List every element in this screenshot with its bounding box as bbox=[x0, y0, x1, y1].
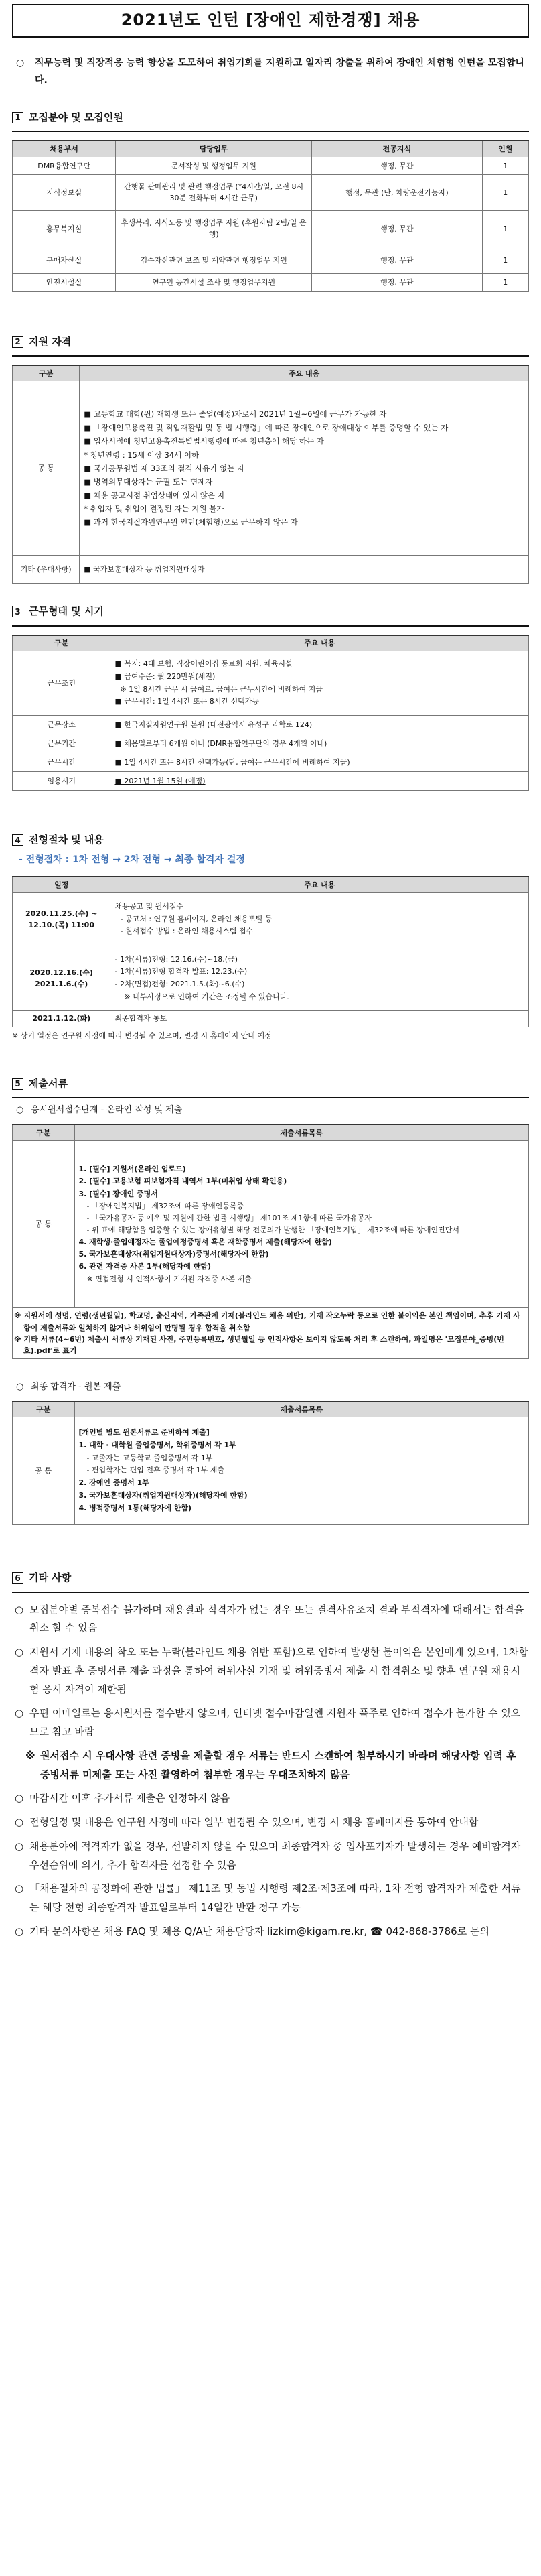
table-row bbox=[13, 273, 529, 291]
section-number: 2 bbox=[12, 336, 23, 348]
table-row bbox=[13, 734, 529, 753]
count-cell: 1 bbox=[482, 273, 528, 291]
column-header: 구분 bbox=[13, 365, 80, 381]
work-label: 근무조건 bbox=[13, 651, 110, 716]
column-header: 담당업무 bbox=[116, 141, 312, 157]
table-row bbox=[13, 381, 529, 556]
etc-text: 마감시간 이후 추가서류 제출은 인정하지 않음 bbox=[29, 1792, 230, 1805]
list-item: 3. 국가보훈대상자(취업지원대상자)(해당자에 한함) bbox=[78, 1490, 248, 1500]
section-number: 5 bbox=[12, 1078, 23, 1090]
duty-cell: 검수자산관련 보조 및 계약관련 행정업무 지원 bbox=[116, 247, 312, 273]
schedule-date: 2021.1.12.(화) bbox=[13, 1011, 110, 1027]
work-cell bbox=[110, 772, 529, 791]
etc-text: 채용분야에 적격자가 없을 경우, 선발하지 않을 수 있으며 최종합격자 중 입사포기자가 발생하는 경우 예비합격자 우선순위에 의거, 추가 합격자를 선정할 수 있음 bbox=[29, 1840, 521, 1871]
column-header: 구분 bbox=[13, 635, 110, 651]
count-cell: 1 bbox=[482, 247, 528, 273]
count-cell: 1 bbox=[482, 174, 528, 210]
etc-text: 우편 이메일로는 응시원서를 접수받지 않으며, 인터넷 접수마감일엔 지원자 폭주로 인하여 접수가 불가할 수 있으므로 참고 바람 bbox=[29, 1707, 521, 1738]
column-header: 구분 bbox=[13, 1401, 75, 1417]
final-submit-table bbox=[12, 1401, 529, 1525]
work-cell: ■ 채용일로부터 6개월 이내 (DMR융합연구단의 경우 4개월 이내) bbox=[110, 734, 529, 753]
table-row bbox=[13, 1417, 529, 1525]
list-item: - 고졸자는 고등학교 졸업증명서 각 1부 bbox=[86, 1453, 213, 1462]
submit-final-subheading bbox=[16, 1380, 529, 1394]
list-item bbox=[12, 1813, 529, 1832]
list-item: - 1차(서류)전형: 12.16.(수)~18.(금) bbox=[114, 954, 238, 964]
list-item bbox=[12, 1704, 529, 1742]
list-item: ※ 면접전형 시 인적사항이 기재된 자격증 사본 제출 bbox=[86, 1274, 252, 1283]
section-title: 근무형태 및 시기 bbox=[29, 605, 104, 618]
section-number: 3 bbox=[12, 606, 23, 617]
major-cell: 행정, 무관 bbox=[312, 210, 482, 247]
table-row bbox=[13, 716, 529, 734]
list-item bbox=[12, 1880, 529, 1917]
column-header: 주요 내용 bbox=[110, 635, 529, 651]
section-number: 4 bbox=[12, 834, 23, 846]
section-divider bbox=[12, 1097, 529, 1098]
final-common-label: 공 통 bbox=[13, 1417, 75, 1525]
list-item: ■ 과거 한국지질자원연구원 인턴(체험형)으로 근무하지 않은 자 bbox=[84, 517, 298, 527]
list-item: * 청년연령 : 15세 이상 34세 이하 bbox=[84, 450, 200, 460]
list-item bbox=[12, 1838, 529, 1875]
list-item: - 2차(면접)전형: 2021.1.5.(화)~6.(수) bbox=[114, 979, 245, 988]
schedule-cell: 최종합격자 통보 bbox=[110, 1011, 529, 1027]
table-row bbox=[13, 210, 529, 247]
etc-text: 전형일정 및 내용은 연구원 사정에 따라 일부 변경될 수 있으며, 변경 시 채용 홈페이지를 통하여 안내함 bbox=[29, 1816, 479, 1829]
work-label: 임용시기 bbox=[13, 772, 110, 791]
work-table bbox=[12, 635, 529, 791]
section-title: 기타 사항 bbox=[29, 1571, 72, 1584]
list-item: ■ 국가공무원법 제 33조의 결격 사유가 없는 자 bbox=[84, 463, 245, 473]
list-item: ※ 내부사정으로 인하여 기간은 조정될 수 있습니다. bbox=[124, 992, 289, 1001]
list-item: ■ 병역의무대상자는 군필 또는 면제자 bbox=[84, 476, 213, 487]
table-header-row bbox=[13, 141, 529, 157]
list-item: ※ 기타 서류(4~6번) 제출시 서류상 기재된 사진, 주민등록번호, 생년월일 등 인적사항은 보이지 않도록 처리 후 스캔하여, 파일명은 '모집분야_증빙(번호).pdf'로 표기 bbox=[14, 1334, 504, 1355]
etc-text: 원서접수 시 우대사항 관련 증빙을 제출할 경우 서류는 반드시 스캔하여 첨부하시기 바라며 해당사항 입력 후 증빙서류 미제출 또는 사진 촬영하여 첨부한 경우는 우대조치하지 않음 bbox=[40, 1749, 516, 1781]
list-item: - 1차(서류)전형 합격자 발표: 12.23.(수) bbox=[114, 967, 248, 976]
etc-text: 모집분야별 중복접수 불가하며 채용결과 적격자가 없는 경우 또는 결격사유조치 결과 부적격자에 대해서는 합격을 취소 할 수 있음 bbox=[29, 1603, 524, 1634]
table-row bbox=[13, 1011, 529, 1027]
circle-bullet-icon: ○ bbox=[16, 1381, 24, 1392]
schedule-date: 2020.12.16.(수) 2021.1.6.(수) bbox=[13, 946, 110, 1011]
column-header: 제출서류목록 bbox=[74, 1401, 528, 1417]
list-item: 3. [필수] 장애인 증명서 bbox=[78, 1189, 158, 1198]
duty-cell: 간행물 판매관리 및 관련 행정업무 (*4시간/일, 오전 8시30분 전화부터 4시간 근무) bbox=[116, 174, 312, 210]
list-item: [개인별 별도 원본서류로 준비하여 제출] bbox=[78, 1428, 210, 1437]
intro-paragraph bbox=[12, 55, 529, 90]
process-note: ※ 상기 일정은 연구원 사정에 따라 변경될 수 있으며, 변경 시 홈페이지 안내 예정 bbox=[12, 1031, 272, 1040]
table-row bbox=[13, 247, 529, 273]
table-row bbox=[13, 174, 529, 210]
submit-online-subheading bbox=[16, 1104, 529, 1117]
table-header-row bbox=[13, 1401, 529, 1417]
list-item: 4. 병적증명서 1통(해당자에 한함) bbox=[78, 1503, 192, 1512]
qualify-common-label: 공 통 bbox=[13, 381, 80, 556]
count-cell: 1 bbox=[482, 210, 528, 247]
etc-text: 「채용절차의 공정화에 관한 법률」 제11조 및 동법 시행령 제2조·제3조에 따라, 1차 전형 합격자가 제출한 서류는 해당 전형 최종합격자 발표일로부터 14일간 반환 청구 가능 bbox=[29, 1882, 521, 1914]
list-item bbox=[12, 1601, 529, 1638]
section-title: 모집분야 및 모집인원 bbox=[29, 111, 123, 123]
etc-text: 지원서 기재 내용의 착오 또는 누락(블라인드 채용 위반 포함)으로 인하여 발생한 불이익은 본인에게 있으며, 1차합격자 발표 후 증빙서류 제출 과정을 통하여 허위사실 기재 및 허위증빙서 제출 시 합격취소 및 향후 연구원 채용시험 응시 자격이 제한됨 bbox=[29, 1646, 528, 1695]
list-item bbox=[12, 1923, 529, 1941]
column-header: 전공지식 bbox=[312, 141, 482, 157]
work-label: 근무장소 bbox=[13, 716, 110, 734]
table-header-row bbox=[13, 365, 529, 381]
duty-cell: 문서작성 및 행정업무 지원 bbox=[116, 157, 312, 174]
list-item: ■ 급여수준: 월 220만원(세전) bbox=[114, 671, 216, 681]
process-table bbox=[12, 876, 529, 1027]
process-flow: - 전형절차 : 1차 전형 → 2차 전형 → 최종 합격자 결정 bbox=[19, 854, 245, 866]
page-title: 2021년도 인턴 [장애인 제한경쟁] 채용 bbox=[12, 4, 529, 38]
major-cell: 행정, 무관 bbox=[312, 247, 482, 273]
column-header: 주요 내용 bbox=[110, 877, 529, 893]
work-cell: ■ 한국지질자원연구원 본원 (대전광역시 유성구 과학로 124) bbox=[110, 716, 529, 734]
list-item: 6. 관련 자격증 사본 1부(해당자에 한함) bbox=[78, 1262, 211, 1271]
column-header: 채용부서 bbox=[13, 141, 116, 157]
major-cell: 행정, 무관 bbox=[312, 273, 482, 291]
schedule-cell bbox=[110, 946, 529, 1011]
schedule-cell bbox=[110, 893, 529, 946]
section-title: 지원 자격 bbox=[29, 335, 72, 348]
table-header-row bbox=[13, 877, 529, 893]
list-item: 2. [필수] 고용보험 피보험자격 내역서 1부(미취업 상태 확인용) bbox=[78, 1177, 287, 1186]
section-recruit-header bbox=[12, 110, 529, 125]
list-item bbox=[12, 1643, 529, 1699]
table-row bbox=[13, 893, 529, 946]
duty-cell: 후생복리, 지식노동 및 행정업무 지원 (후원자팀 2팀/일 운행) bbox=[116, 210, 312, 247]
submit-common-label: 공 통 bbox=[13, 1141, 75, 1308]
circle-bullet-icon: ○ bbox=[15, 1840, 24, 1852]
etc-text: 기타 문의사항은 채용 FAQ 및 채용 Q/A난 채용담당자 lizkim@kigam.re.kr, ☎ 042-868-3786로 문의 bbox=[29, 1925, 489, 1937]
table-header-row bbox=[13, 635, 529, 651]
list-item: - 「장애인복지법」 제32조에 따른 장애인등록증 bbox=[86, 1201, 244, 1210]
column-header: 주요 내용 bbox=[80, 365, 529, 381]
section-number: 6 bbox=[12, 1572, 23, 1584]
dept-cell: 홍무복지실 bbox=[13, 210, 116, 247]
column-header: 구분 bbox=[13, 1124, 75, 1141]
list-item: ■ 채용 공고시점 취업상태에 있지 않은 자 bbox=[84, 490, 225, 500]
dept-cell: 구매자산실 bbox=[13, 247, 116, 273]
circle-bullet-icon: ○ bbox=[15, 1707, 24, 1720]
table-row bbox=[13, 157, 529, 174]
circle-bullet-icon: ○ bbox=[15, 1603, 24, 1616]
list-item: ※ 지원서에 성명, 연령(생년월일), 학교명, 출신지역, 가족관계 기재(블라인드 채용 위반), 기재 작오누락 등으로 인한 불이익은 본인 책임이며, 추후 기재 사항이 제출서류와 일치하지 않거나 허위임이 판명될 경우 합격을 취소함 bbox=[14, 1311, 520, 1332]
dept-cell: 지식정보실 bbox=[13, 174, 116, 210]
list-item: ■ 「장애인고용촉진 및 직업재활법 및 동 법 시행령」에 따른 장애인으로 장애대상 여부를 증명할 수 있는 자 bbox=[84, 423, 449, 433]
qualify-table bbox=[12, 365, 529, 584]
qualify-etc-cell: ■ 국가보훈대상자 등 취업지원대상자 bbox=[80, 556, 529, 584]
reference-mark-icon: ※ bbox=[25, 1749, 35, 1762]
submit-notes-cell bbox=[13, 1308, 529, 1358]
major-cell: 행정, 무관 bbox=[312, 157, 482, 174]
column-header: 인원 bbox=[482, 141, 528, 157]
circle-bullet-icon: ○ bbox=[15, 1882, 24, 1895]
list-item: 4. 재학생·졸업예정자는 졸업예정증명서 혹은 재학증명서 제출(해당자에 한함) bbox=[78, 1238, 332, 1247]
intro-text: 직무능력 및 직장적응 능력 향상을 도모하여 취업기회를 지원하고 일자리 창출을 위하여 장애인 체험형 인턴을 모집합니다. bbox=[35, 58, 524, 86]
recruit-table bbox=[12, 140, 529, 292]
dept-cell: 안전시설실 bbox=[13, 273, 116, 291]
circle-bullet-icon: ○ bbox=[16, 1104, 24, 1115]
circle-bullet-icon: ○ bbox=[15, 1925, 24, 1937]
table-row bbox=[13, 946, 529, 1011]
section-divider bbox=[12, 625, 529, 627]
table-row bbox=[13, 753, 529, 772]
qualify-common-cell bbox=[80, 381, 529, 556]
dept-cell: DMR융합연구단 bbox=[13, 157, 116, 174]
section-title: 전형절차 및 내용 bbox=[29, 834, 104, 846]
section-divider bbox=[12, 1592, 529, 1593]
list-item: - 위 표에 해당함을 입증할 수 있는 장애유형별 해당 전문의가 발행한 「장애인복지법」 제32조에 따른 장애인진단서 bbox=[86, 1225, 459, 1234]
major-cell: 행정, 무관 (단, 차량운전가능자) bbox=[312, 174, 482, 210]
circle-bullet-icon: ○ bbox=[15, 1792, 24, 1805]
duty-cell: 연구원 공간시설 조사 및 행정업무지원 bbox=[116, 273, 312, 291]
list-item: - 원서접수 방법 : 온라인 채용시스템 접수 bbox=[120, 927, 254, 936]
table-row bbox=[13, 1141, 529, 1308]
subheading-text: 응시원서접수단계 - 온라인 작성 및 제출 bbox=[31, 1104, 183, 1115]
list-item: 5. 국가보훈대상자(취업지원대상자)증명서(해당자에 한함) bbox=[78, 1250, 269, 1259]
qualify-etc-label: 기타 (우대사항) bbox=[13, 556, 80, 584]
list-item: ※ 1일 8시간 근무 시 급여로, 급여는 근무시간에 비례하여 지급 bbox=[120, 684, 323, 694]
list-item: ■ 고등학교 대학(원) 재학생 또는 졸업(예정)자로서 2021년 1월~6월에 근무가 가능한 자 bbox=[84, 409, 387, 420]
section-divider bbox=[12, 355, 529, 357]
list-item: 2. 장애인 증명서 1부 bbox=[78, 1478, 149, 1488]
work-cell: ■ 1일 4시간 또는 8시간 선택가능(단, 급여는 근무시간에 비례하여 지급) bbox=[110, 753, 529, 772]
list-item: ■ 근무시간: 1일 4시간 또는 8시간 선택가능 bbox=[114, 697, 259, 706]
section-divider bbox=[12, 131, 529, 132]
list-item bbox=[12, 1789, 529, 1808]
subheading-text: 최종 합격자 - 원본 제출 bbox=[31, 1381, 121, 1392]
list-item: 1. [필수] 지원서(온라인 업로드) bbox=[78, 1165, 186, 1174]
circle-bullet-icon: ○ bbox=[15, 1646, 24, 1659]
count-cell: 1 bbox=[482, 157, 528, 174]
list-item: ■ 입사시점에 청년고용촉진특별법시행령에 따른 청년층에 해당 하는 자 bbox=[84, 436, 324, 446]
work-label: 근무시간 bbox=[13, 753, 110, 772]
circle-bullet-icon: ○ bbox=[15, 1816, 24, 1829]
list-item: ■ 복지: 4대 보험, 직장어린이집 동료회 지원, 체육시설 bbox=[114, 659, 293, 669]
work-label: 근무기간 bbox=[13, 734, 110, 753]
list-item: 채용공고 및 원서접수 bbox=[114, 901, 184, 911]
section-work-header bbox=[12, 604, 529, 619]
list-item: 1. 대학 · 대학원 졸업증명서, 학위증명서 각 1부 bbox=[78, 1441, 236, 1450]
table-row bbox=[13, 772, 529, 791]
column-header: 제출서류목록 bbox=[74, 1124, 528, 1141]
list-item: - 「국가유공자 등 예우 및 지원에 관한 법률 시행령」 제101조 제1항에 따른 국가유공자 bbox=[86, 1213, 372, 1222]
list-item bbox=[12, 1747, 529, 1785]
final-items-cell bbox=[74, 1417, 528, 1525]
section-submit-header bbox=[12, 1076, 529, 1092]
etc-list bbox=[12, 1601, 529, 1941]
schedule-date: 2020.11.25.(수) ~ 12.10.(목) 11:00 bbox=[13, 893, 110, 946]
section-process-header bbox=[12, 832, 529, 848]
section-title: 제출서류 bbox=[29, 1077, 68, 1090]
list-item: - 공고처 : 연구원 홈페이지, 온라인 채용포털 등 bbox=[120, 914, 273, 923]
section-number: 1 bbox=[12, 112, 23, 123]
section-qualify-header bbox=[12, 334, 529, 350]
table-row bbox=[13, 651, 529, 716]
submit-table bbox=[12, 1124, 529, 1359]
work-cell bbox=[110, 651, 529, 716]
list-item: * 취업자 및 취업이 결정된 자는 지원 불가 bbox=[84, 504, 224, 514]
table-header-row bbox=[13, 1124, 529, 1141]
start-date-text: ■ 2021년 1월 15일 (예정) bbox=[114, 777, 206, 785]
table-row bbox=[13, 556, 529, 584]
circle-bullet-icon: ○ bbox=[16, 58, 25, 68]
list-item: - 편입학자는 편입 전후 증명서 각 1부 제출 bbox=[86, 1466, 224, 1475]
table-row bbox=[13, 1308, 529, 1358]
submit-items-cell bbox=[74, 1141, 528, 1308]
section-etc-header bbox=[12, 1570, 529, 1586]
column-header: 일정 bbox=[13, 877, 110, 893]
